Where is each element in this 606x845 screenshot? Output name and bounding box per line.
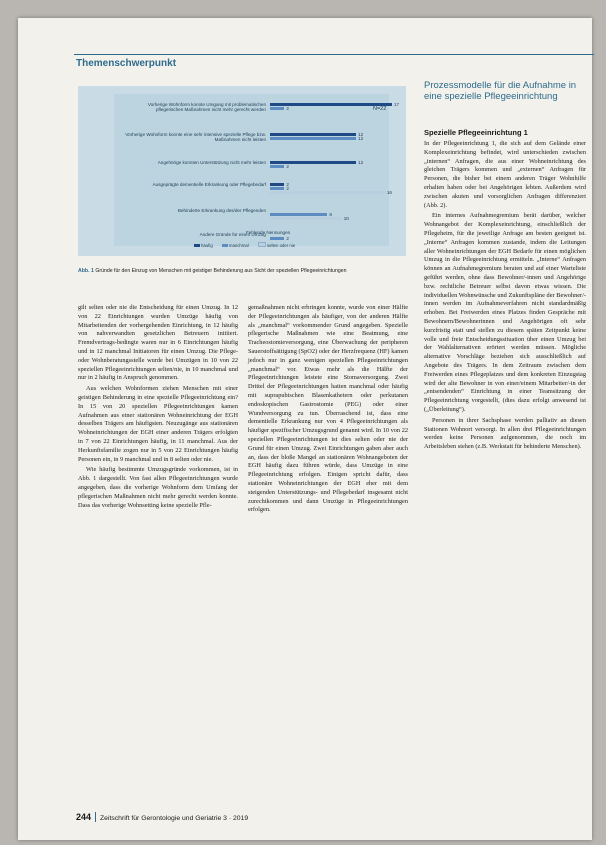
bar-category-label: Angehörige konnten Unterstützung nicht mehr leisten xyxy=(157,160,266,165)
legend-label-selten: selten oder nie xyxy=(266,243,296,248)
bar-mark xyxy=(270,133,356,136)
right-paragraph: Personen in ihrer Sachsphase werden palliativ an diesen Stationen Wohnort versorgt. In allen drei Pflegeeinrichtungen werden keine Personen aufgenommen, die noch im Arbeitsleben stehen (z.B. Werkstatt für behinderte Menschen). xyxy=(424,416,586,451)
figure-footnote: Fehlende Nennungen xyxy=(246,230,291,235)
legend-swatch-haeufig xyxy=(194,244,200,247)
bar-value-label: 2 xyxy=(286,186,289,191)
journal-page xyxy=(18,18,592,840)
bar-category-label: Vorherige Wohnform konnte eine sehr intensive spezielle Pflege bzw. Maßnahmen nicht leisten xyxy=(125,132,266,143)
bar-value-label: 12 xyxy=(358,160,364,165)
middle-column-text xyxy=(248,304,408,517)
right-paragraph: In der Pflegeeinrichtung 1, die sich auf dem Gelände einer Komplexeinrichtung befindet, wird unterschieden zwischen „internen“ Anfragen, die aus einer Wohneinrichtung des gleichen Trägers kommen und „externen“ Anfragen für Personen, die bisher bei einem anderen Träger Wohnhilfe erhalten haben oder bei Angehörigen lebten. Außerdem wird zwischen akuten und vorsorglichen Anfragen differenziert (Abb. 2). xyxy=(424,140,586,209)
right-paragraph: Ein internes Aufnahmegremium berät darüber, welcher Wohnangebot der Komplexeinrichtung, einschließlich der Pflegeheim, für die jeweilige Anfrage am besten geeignet ist. „Interne“ Anfragen kommen zustande, indem die Leitungen aller Wohneinrichtungen der EGH Bedarfe für einen möglichen Umzug in die Pflegeeinrichtung ermitteln. „Interne“ Anfragen können an Aufnahmegremium beraten und auf einer Warteliste geführt werden, ohne dass Bewohner/-innen und Angehörige bzw. rechtliche Betreuer selbst davon etwas wissen. Die individuellen Wohnwünsche und Zukunftspläne der Bewohner/-innen werden im Aufnahmeverfahren nicht standardmäßig erhoben. Bei Freiwerden eines Platzes finden Gespräche mit Bewohnern/Bewohnerinnen und Angehörigen oft sehr kurzfristig statt und stellen zu diesem späten Zeitpunkt keine volle und freie Entscheidungssituation über einen Umzug bei der Wahlalternativen erörtert werden müssen. Mögliche alternative Vorschläge beziehen sich ausschließlich auf Angebote des Trägers. In dem Zeitraum zwischen dem Freiwerden eines Pflegeplatzes und dem konkreten Einzugstag wird der alte Bewohner in von einer/einem Mitarbeiter/-in der „entsendenden“ Einrichtung in einer Teamsitzung der Pflegeeinrichtung vorgestellt, (dies dazu erfolgt anwesend ist („Überleitung“). xyxy=(424,212,586,413)
figure-caption-label: Abb. 1 xyxy=(78,268,94,274)
figure-legend xyxy=(190,242,299,248)
bar-category-label: Vorherige Wohnform konnte Umgang mit problematischen pflegerischen Maßnahmen nicht mehr gerecht werden xyxy=(147,102,266,113)
legend-swatch-selten xyxy=(258,242,266,247)
bar-value-label: 10 xyxy=(343,216,349,221)
bar-mark xyxy=(270,217,342,220)
bar-mark xyxy=(270,191,385,194)
header-rule xyxy=(74,54,594,55)
page-number: 244 xyxy=(76,812,92,822)
bar-category-label: Andere Gründe für einen Umzug xyxy=(199,232,266,237)
middle-paragraph: gemaßnahmen nicht erbringen konnte, wurde von einer Hälfte der Pflegeeinrichtungen als häufiger, von der anderen Hälfte als „manchmal“ vorkommender Grund angegeben. Spezielle pflegerische Maßnahmen wie eine Beatmung, eine Tracheostomieversorgung, eine Überwachung der peripheren Sauerstoffsättigung (SpO2) oder der Herzfrequenz (HF) kamen jedoch nur in ganz wenigen speziellen Pflegeeinrichtungen „manchmal“ vor. Etwas mehr als die Hälfte der Pflegeeinrichtungen leistete eine Stomaversorgung. Zwei Drittel der Pflegeeinrichtungen hatten manchmal oder häufig mit suprapubischen Blasenkathetern oder perkutanen endoskopischen Gastrostomie (PEG) oder einer Wundversorgung zu tun. Überraschend ist, dass eine dementielle Erkrankung nur von 4 Pflegeeinrichtungen als häufiger spezifischer Umzugsgrund genannt wird. In 10 von 22 speziellen Pflegeeinrichtungen ist dies selten oder nie der Grund für einen Umzug. Zwei Einrichtungen gaben aber auch an, dass der bloße Mangel an stationären Wohnangeboten der EGH häufig dazu führen würde, dass Umzüge in eine Pflegeeinrichtung erfolgen. Einigen spricht dafür, dass stationäre Wohneinrichtungen der EGH eher mit dem steigenden Unterstützungs- und Pflegebedarf insgesamt nicht zurechtkommen und dann Umzüge in Pflegeeinrichtungen erfolgen. xyxy=(248,304,408,514)
bar-value-label: 2 xyxy=(286,236,289,241)
bar-value-label: 2 xyxy=(286,164,289,169)
bar-value-label: 16 xyxy=(386,190,392,195)
legend-label-haeufig: häufig xyxy=(201,243,213,248)
journal-name: Zeitschrift für Gerontologie und Geriatrie 3 · 2019 xyxy=(100,815,249,822)
bar-value-label: 12 xyxy=(358,136,364,141)
bar-value-label: 12 xyxy=(358,132,364,137)
subheading: Spezielle Pflegeeinrichtung 1 xyxy=(424,128,528,137)
page-footer xyxy=(76,812,248,822)
bar-mark xyxy=(270,161,356,164)
left-column-text xyxy=(78,304,238,512)
legend-label-manchmal: manchmal xyxy=(228,243,249,248)
bar-mark xyxy=(270,213,327,216)
legend-swatch-manchmal xyxy=(222,244,228,247)
bar-value-label: 17 xyxy=(394,102,400,107)
bar-value-label: 8 xyxy=(329,212,332,217)
section-title: Themenschwerpunkt xyxy=(76,58,177,69)
right-column-text xyxy=(424,128,586,454)
bar-mark xyxy=(270,137,356,140)
bar-mark xyxy=(270,187,284,190)
left-paragraph: Wie häufig bestimmte Umzugsgründe vorkommen, ist in Abb. 1 dargestellt. Von fast allen Pflegeeinrichtungen wurde angegeben, dass die vorherige Wohnform dem Umfang der pflegerischen Maßnahmen nicht mehr gerecht werden konnte. Dass das vorherige Wohnsetting keine spezielle Pfle- xyxy=(78,466,238,509)
figure-caption xyxy=(78,268,406,275)
bar-category-label: Ausgeprägte dementielle Erkrankung oder Pflegebedarf xyxy=(152,182,266,187)
left-paragraph: gilt selten oder nie die Entscheidung für einen Umzug. In 12 von 22 Einrichtungen wurden Umzüge häufig von Mitarbeitenden der vorhergehenden Einrichtung, in 12 häufig von nahverwandten gesetzlichen Betreuern initiiert. Fremdvertrags-bedingte waren nur in 6 Einrichtungen häufig und in 12 manchmal Initiatoren für einen Umzug. Die Pflege- oder Wohnberatungsstelle wurde bei Umzügen in 10 von 22 speziellen Pflegeeinrichtungen selten/nie, in 10 manchmal und nur in 2 häufig in Anspruch genommen. xyxy=(78,304,238,382)
figure-plot-area xyxy=(114,94,389,246)
bar-category-label: Behinderte Erkrankung des/der Pflegenden xyxy=(177,208,266,213)
figure-caption-text: Gründe für den Einzug von Menschen mit geistiger Behinderung aus Sicht der speziellen Pflegeeinrichtungen xyxy=(95,268,347,274)
bar-value-label: 2 xyxy=(286,182,289,187)
footer-separator xyxy=(95,812,96,822)
bar-mark xyxy=(270,183,284,186)
left-paragraph: Aus welchen Wohnformen ziehen Menschen mit einer geistigen Behinderung in eine spezielle Pflegeeinrichtung ein? In 15 von 20 speziellen Pflegeeinrichtungen kamen Aufnahmen aus einer stationären Wohneinrichtung der EGH desselben Trägers am häufigsten. Neuzugänge aus stationären Wohneinrichtungen der EGH einer anderen Trägers erfolgten in 7 von 22 Einrichtungen häufig, in 11 manchmal. Aus der Herkunftsfamilie zogen nur in 5 von 22 Einrichtungen häufig Personen ein, in 9 manchmal und in 8 selten oder nie. xyxy=(78,385,238,463)
figure-n-label: N=22 xyxy=(373,106,387,112)
bar-mark xyxy=(270,237,284,240)
bar-mark xyxy=(270,107,284,110)
bar-value-label: 2 xyxy=(286,106,289,111)
right-column-heading: Prozessmodelle für die Aufnahme in eine spezielle Pflegeeinrichtung xyxy=(424,80,577,102)
bar-mark xyxy=(270,165,284,168)
